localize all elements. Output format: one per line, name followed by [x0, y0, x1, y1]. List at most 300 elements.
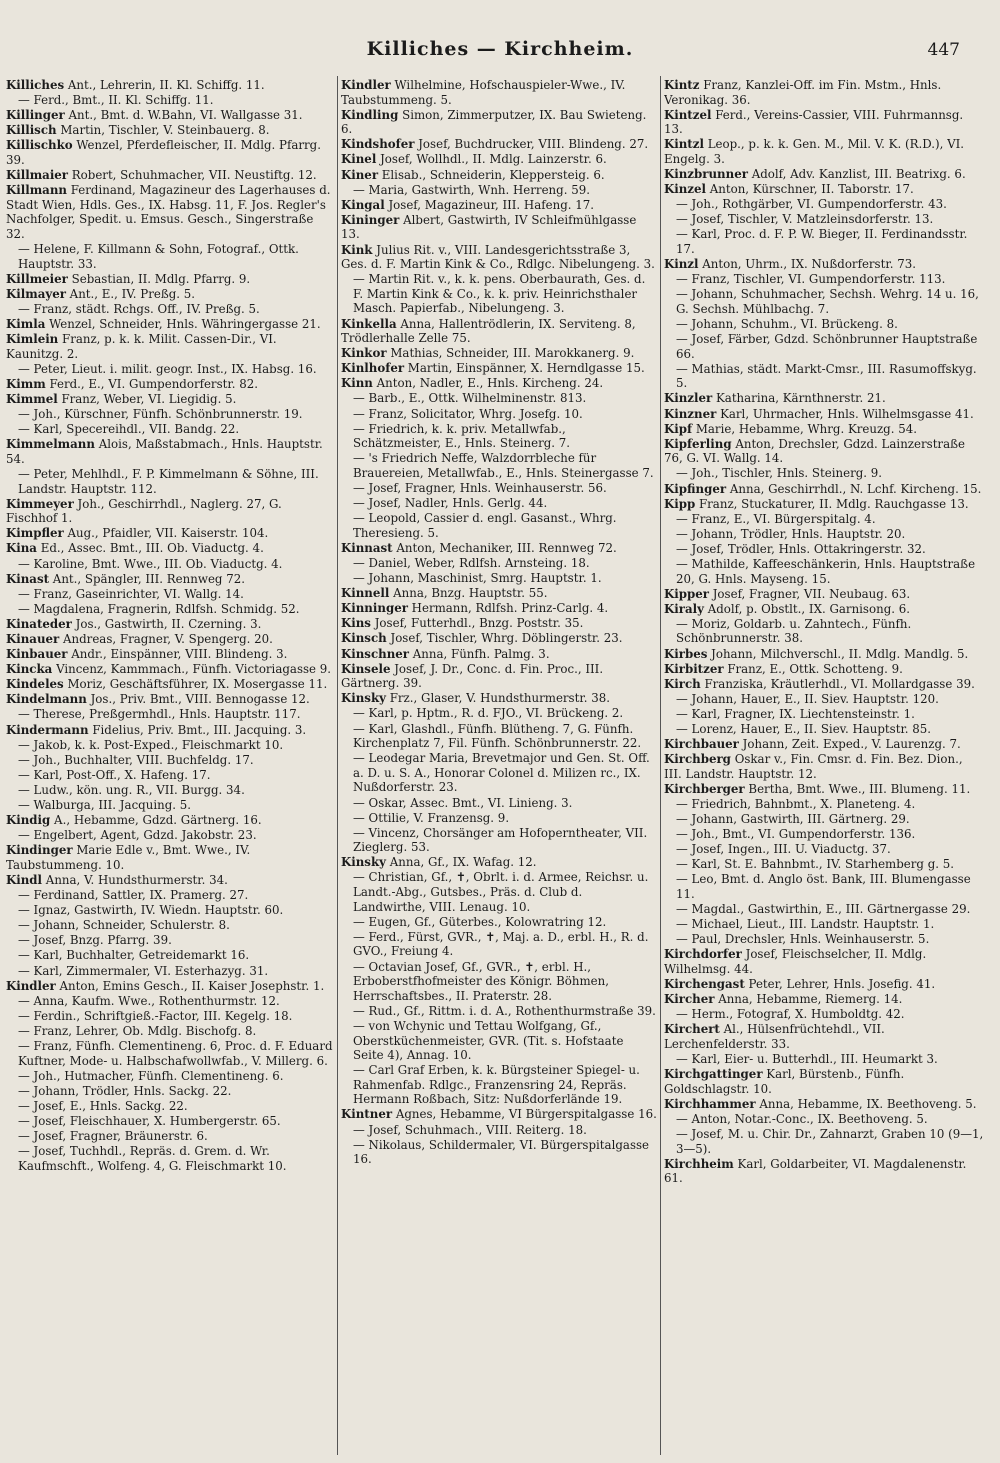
- entry-surname: Kindler: [6, 978, 56, 993]
- entry-surname: Kinzler: [664, 391, 713, 406]
- entry-details: — Walburga, III. Jacquing. 5.: [18, 798, 192, 812]
- directory-sub-entry: [664, 917, 984, 932]
- entry-details: Agnes, Hebamme, VI Bürgerspitalgasse 16.: [395, 1107, 657, 1122]
- entry-surname: Kinast: [6, 571, 50, 586]
- entry-details: Wilhelmine, Hofschauspieler-Wwe., IV. Taubstummeng. 5.: [341, 78, 626, 107]
- directory-entry: [6, 317, 334, 332]
- entry-details: — Peter, Lieut. i. milit. geogr. Inst., IX. Habsg. 16.: [18, 361, 317, 376]
- directory-sub-entry: [664, 317, 984, 332]
- directory-sub-entry: [664, 872, 984, 901]
- directory-entry: [6, 979, 334, 994]
- entry-surname: Kinninger: [341, 601, 408, 616]
- directory-entry: [341, 108, 657, 137]
- entry-details: Martin, Einspänner, X. Herndlgasse 15.: [407, 361, 645, 376]
- directory-sub-entry: [664, 557, 984, 586]
- directory-entry: [341, 541, 657, 556]
- directory-entry: [6, 677, 334, 692]
- entry-surname: Kingal: [341, 197, 385, 212]
- entry-details: — Franz, Gaseinrichter, VI. Wallg. 14.: [18, 586, 244, 601]
- entry-surname: Kirchheim: [664, 1156, 734, 1171]
- entry-details: Franz, Weber, VI. Liegidig. 5.: [61, 391, 237, 406]
- directory-sub-entry: [664, 812, 984, 827]
- directory-sub-entry: [664, 332, 984, 361]
- entry-details: Franziska, Kräutlerhdl., VI. Mollardgasse 39.: [704, 676, 975, 691]
- entry-details: Fidelius, Priv. Bmt., III. Jacquing. 3.: [92, 722, 307, 737]
- directory-entry: [341, 691, 657, 706]
- directory-entry: [664, 422, 984, 437]
- directory-sub-entry: [6, 1084, 334, 1099]
- directory-entry: [664, 737, 984, 752]
- entry-details: — 's Friedrich Neffe, Walzdorrbleche für Brauereien, Metallwfab., E., Hnls. Steinergasse 7.: [353, 451, 654, 480]
- entry-surname: Kimmel: [6, 391, 58, 406]
- entry-surname: Kimmelmann: [6, 437, 95, 452]
- entry-details: Moriz, Geschäftsführer, IX. Mosergasse 11.: [67, 677, 328, 692]
- directory-sub-entry: [341, 407, 657, 422]
- directory-entry: [341, 601, 657, 616]
- entry-surname: Kirchengast: [664, 977, 745, 992]
- entry-details: Ferdinand, Magazineur des Lagerhauses d. Stadt Wien, Hdls. Ges., IX. Habsg. 11, F. Jos. Regler's Nachfolger, Spedit. u. Emsus. Gesch., Singerstraße 32.: [6, 183, 331, 241]
- directory-sub-entry: [664, 362, 984, 391]
- entry-surname: Kintz: [664, 78, 700, 92]
- entry-details: Anton, Drechsler, Gdzd. Lainzerstraße 76, G. VI. Wallg. 14.: [664, 436, 965, 466]
- entry-details: Peter, Lehrer, Hnls. Josefig. 41.: [748, 977, 936, 992]
- entry-details: — Josef, Tuchhdl., Repräs. d. Grem. d. Wr. Kaufmschft., Wolfeng. 4, G. Fleischmarkt 10.: [18, 1144, 287, 1173]
- entry-details: Josef, Tischler, Whrg. Döblingerstr. 23.: [390, 631, 623, 646]
- entry-details: — Ludw., kön. ung. R., VII. Burgg. 34.: [18, 782, 245, 797]
- directory-sub-entry: [6, 768, 334, 783]
- entry-surname: Killischko: [6, 138, 73, 153]
- entry-details: Marie Edle v., Bmt. Wwe., IV. Taubstummeng. 10.: [6, 843, 251, 872]
- entry-details: — Magdalena, Fragnerin, Rdlfsh. Schmidg. 52.: [18, 601, 300, 616]
- directory-sub-entry: [6, 783, 334, 798]
- entry-details: Adolf, Adv. Kanzlist, III. Beatrixg. 6.: [751, 167, 966, 182]
- entry-details: — Mathilde, Kaffeeschänkerin, Hnls. Hauptstraße 20, G. Hnls. Mayseng. 15.: [676, 557, 976, 586]
- entry-details: — Franz, Lehrer, Ob. Mdlg. Bischofg. 8.: [18, 1023, 257, 1038]
- directory-entry: [341, 152, 657, 167]
- directory-entry: [664, 1022, 984, 1051]
- directory-entry: [6, 526, 334, 541]
- entry-details: — Karl, Post-Off., X. Hafeng. 17.: [18, 767, 211, 782]
- entry-surname: Kirchgattinger: [664, 1067, 763, 1082]
- entry-surname: Kinzner: [664, 406, 717, 421]
- entry-details: Joh., Geschirrhdl., Naglerg. 27, G. Fischhof 1.: [6, 496, 282, 526]
- entry-surname: Kipfinger: [664, 481, 727, 496]
- directory-entry: [664, 662, 984, 677]
- directory-entry: [6, 168, 334, 183]
- directory-sub-entry: [341, 571, 657, 586]
- directory-entry: [6, 183, 334, 241]
- directory-sub-entry: [341, 751, 657, 795]
- directory-entry: [6, 272, 334, 287]
- directory-sub-entry: [664, 1007, 984, 1022]
- entry-surname: Kinsky: [341, 855, 386, 870]
- entry-details: Adolf, p. Obstlt., IX. Garnisong. 6.: [707, 601, 910, 616]
- directory-entry: [6, 78, 334, 93]
- directory-sub-entry: [341, 796, 657, 811]
- entry-details: — Johann, Hauer, E., II. Siev. Hauptstr. 120.: [676, 691, 939, 706]
- entry-details: — Josef, Trödler, Hnls. Ottakringerstr. 32.: [676, 541, 926, 556]
- entry-surname: Kircher: [664, 992, 715, 1007]
- directory-entry: [664, 137, 984, 166]
- entry-surname: Kimpfler: [6, 526, 64, 541]
- entry-details: — Rud., Gf., Rittm. i. d. A., Rothenthurmstraße 39.: [353, 1003, 656, 1018]
- directory-sub-entry: [341, 183, 657, 198]
- column-1: [6, 78, 334, 1455]
- entry-details: Alois, Maßstabmach., Hnls. Hauptstr. 54.: [6, 437, 323, 466]
- directory-sub-entry: [6, 407, 334, 422]
- entry-surname: Kintner: [341, 1107, 393, 1122]
- entry-details: — Anna, Kaufm. Wwe., Rothenthurmstr. 12.: [18, 993, 280, 1008]
- directory-entry: [664, 257, 984, 272]
- entry-surname: Kinnast: [341, 540, 393, 555]
- entry-details: — Herm., Fotograf, X. Humboldtg. 42.: [676, 1007, 905, 1022]
- entry-details: — Franz, städt. Rchgs. Off., IV. Preßg. 5.: [18, 301, 260, 316]
- entry-details: — von Wchynic und Tettau Wolfgang, Gf., Oberstküchenmeister, GVR. (Tit. s. Hofstaate Seite 4), Annag. 10.: [353, 1018, 624, 1063]
- entry-details: Anton, Emins Gesch., II. Kaiser Josephstr. 1.: [59, 978, 325, 993]
- entry-surname: Kipp: [664, 496, 696, 511]
- entry-details: — Leo, Bmt. d. Anglo öst. Bank, III. Blumengasse 11.: [676, 872, 971, 902]
- entry-details: — Paul, Drechsler, Hnls. Weinhauserstr. 5.: [676, 932, 930, 947]
- entry-details: — Eugen, Gf., Güterbes., Kolowratring 12.: [353, 914, 607, 929]
- directory-sub-entry: [664, 527, 984, 542]
- entry-details: — Moriz, Goldarb. u. Zahntech., Fünfh. Schönbrunnerstr. 38.: [676, 616, 912, 646]
- directory-sub-entry: [664, 722, 984, 737]
- directory-entry: [6, 287, 334, 302]
- directory-entry: [664, 437, 984, 466]
- entry-details: Anna, V. Hundsthurmerstr. 34.: [45, 872, 228, 887]
- entry-details: Vincenz, Kammmach., Fünfh. Victoriagasse 9.: [56, 662, 332, 677]
- directory-entry: [664, 182, 984, 197]
- entry-surname: Kilmayer: [6, 286, 66, 301]
- entry-surname: Kimlein: [6, 332, 59, 347]
- directory-sub-entry: [341, 930, 657, 959]
- entry-surname: Kimmeyer: [6, 496, 74, 511]
- entry-details: — Christian, Gf., ✝, Obrlt. i. d. Armee, Reichsr. u. Landt.-Abg., Gutsbes., Präs. d. Club d. Landwirthe, VIII. Lenaug. 10.: [353, 870, 649, 914]
- entry-surname: Killmaier: [6, 168, 69, 183]
- entry-details: Anna, Geschirrhdl., N. Lchf. Kircheng. 15.: [729, 481, 982, 496]
- directory-sub-entry: [6, 1099, 334, 1114]
- entry-surname: Kirchberg: [664, 752, 731, 767]
- directory-entry: [664, 992, 984, 1007]
- directory-entry: [664, 108, 984, 137]
- entry-details: Josef, Fleischselcher, II. Mdlg. Wilhelmsg. 44.: [664, 947, 927, 977]
- entry-surname: Kinkella: [341, 316, 397, 331]
- entry-surname: Kindinger: [6, 843, 73, 858]
- directory-sub-entry: [664, 902, 984, 917]
- directory-sub-entry: [664, 1052, 984, 1067]
- directory-entry: [6, 647, 334, 662]
- entry-details: Mathias, Schneider, III. Marokkanerg. 9.: [390, 346, 635, 361]
- directory-sub-entry: [341, 481, 657, 496]
- entry-details: — Joh., Tischler, Hnls. Steinerg. 9.: [676, 466, 883, 481]
- directory-sub-entry: [6, 362, 334, 377]
- entry-details: Anna, Fünfh. Palmg. 3.: [412, 646, 550, 661]
- entry-details: Andreas, Fragner, V. Spengerg. 20.: [63, 631, 273, 646]
- directory-sub-entry: [6, 587, 334, 602]
- entry-details: Sebastian, II. Mdlg. Pfarrg. 9.: [71, 271, 251, 286]
- directory-sub-entry: [6, 467, 334, 496]
- directory-entry: [664, 1097, 984, 1112]
- entry-details: Aug., Pfaidler, VII. Kaiserstr. 104.: [67, 526, 269, 541]
- entry-surname: Kinateder: [6, 616, 72, 631]
- entry-details: — Karl, p. Hptm., R. d. FJO., VI. Brückeng. 2.: [353, 706, 624, 721]
- entry-details: Jos., Gastwirth, II. Czerning. 3.: [75, 616, 262, 631]
- entry-details: — Ferdin., Schriftgieß.-Factor, III. Kegelg. 18.: [18, 1008, 293, 1023]
- directory-sub-entry: [6, 994, 334, 1009]
- directory-sub-entry: [664, 512, 984, 527]
- entry-details: — Josef, Fleischhauer, X. Humbergerstr. 65.: [18, 1113, 281, 1128]
- directory-sub-entry: [341, 706, 657, 721]
- entry-details: Franz, Kanzlei-Off. im Fin. Mstm., Hnls. Veronikag. 36.: [664, 78, 942, 107]
- directory-sub-entry: [341, 451, 657, 480]
- entry-surname: Kiraly: [664, 601, 704, 616]
- directory-sub-entry: [664, 1127, 984, 1156]
- page-header: [0, 38, 1000, 72]
- entry-surname: Killinger: [6, 108, 65, 123]
- entry-details: — Karl, Buchhalter, Getreidemarkt 16.: [18, 948, 250, 963]
- entry-details: — Johann, Gastwirth, III. Gärtnerg. 29.: [676, 812, 910, 827]
- entry-details: Jos., Priv. Bmt., VIII. Bennogasse 12.: [90, 692, 310, 707]
- entry-details: — Michael, Lieut., III. Landstr. Hauptstr. 1.: [676, 917, 935, 932]
- entry-details: Ferd., Vereins-Cassier, VIII. Fuhrmannsg. 13.: [664, 107, 964, 137]
- entry-details: Anton, Uhrm., IX. Nußdorferstr. 73.: [702, 257, 916, 272]
- entry-surname: Kinzel: [664, 182, 706, 197]
- directory-entry: [341, 213, 657, 242]
- entry-details: Johann, Zeit. Exped., V. Laurenzg. 7.: [742, 737, 961, 752]
- directory-sub-entry: [341, 1063, 657, 1107]
- directory-entry: [341, 78, 657, 107]
- entry-details: — Johann, Schuhmacher, Sechsh. Wehrg. 14 u. 16, G. Sechsh. Mühlbachg. 7.: [676, 287, 979, 316]
- entry-surname: Kindeles: [6, 677, 64, 692]
- entry-details: — Josef, Ingen., III. U. Viaductg. 37.: [676, 842, 891, 857]
- entry-details: Oskar v., Fin. Cmsr. d. Fin. Bez. Dion., III. Landstr. Hauptstr. 12.: [664, 752, 963, 781]
- entry-surname: Kirchhammer: [664, 1096, 756, 1111]
- entry-surname: Kinzl: [664, 257, 699, 272]
- entry-surname: Kindling: [341, 107, 399, 122]
- entry-details: — Nikolaus, Schildermaler, VI. Bürgerspitalgasse 16.: [353, 1137, 650, 1167]
- directory-entry: [6, 692, 334, 707]
- directory-entry: [6, 123, 334, 138]
- entry-surname: Kinnell: [341, 586, 390, 601]
- directory-entry: [664, 167, 984, 182]
- entry-surname: Kins: [341, 616, 371, 631]
- directory-entry: [6, 632, 334, 647]
- directory-sub-entry: [341, 391, 657, 406]
- entry-details: Bertha, Bmt. Wwe., III. Blumeng. 11.: [748, 781, 971, 796]
- directory-sub-entry: [341, 1004, 657, 1019]
- directory-sub-entry: [6, 602, 334, 617]
- directory-sub-entry: [341, 811, 657, 826]
- directory-entry: [341, 1107, 657, 1122]
- directory-entry: [664, 482, 984, 497]
- directory-sub-entry: [664, 542, 984, 557]
- directory-sub-entry: [341, 870, 657, 914]
- directory-sub-entry: [6, 1114, 334, 1129]
- directory-entry: [6, 138, 334, 167]
- entry-details: — Josef, Fragner, Hnls. Weinhauserstr. 56.: [353, 481, 607, 496]
- directory-sub-entry: [664, 212, 984, 227]
- entry-details: — Friedrich, k. k. priv. Metallwfab., Schätzmeister, E., Hnls. Steinerg. 7.: [353, 421, 571, 451]
- entry-surname: Kinzbrunner: [664, 167, 748, 182]
- entry-details: — Josef, Nadler, Hnls. Gerlg. 44.: [353, 496, 548, 511]
- entry-surname: Kinsky: [341, 691, 386, 706]
- entry-surname: Kintzl: [664, 137, 704, 152]
- directory-entry: [341, 346, 657, 361]
- entry-details: A., Hebamme, Gdzd. Gärtnerg. 16.: [54, 813, 262, 828]
- directory-entry: [664, 497, 984, 512]
- directory-sub-entry: [664, 797, 984, 812]
- directory-sub-entry: [664, 227, 984, 256]
- entry-surname: Kimla: [6, 317, 46, 331]
- entry-surname: Killmeier: [6, 271, 68, 286]
- entry-details: Franz, Stuckaturer, II. Mdlg. Rauchgasse 13.: [698, 496, 969, 511]
- directory-sub-entry: [6, 557, 334, 572]
- entry-details: — Karl, St. E. Bahnbmt., IV. Starhemberg g. 5.: [676, 857, 955, 872]
- directory-sub-entry: [664, 272, 984, 287]
- entry-details: — Josef, Färber, Gdzd. Schönbrunner Hauptstraße 66.: [676, 332, 978, 361]
- directory-sub-entry: [664, 707, 984, 722]
- directory-entry: [341, 376, 657, 391]
- entry-details: Karl, Bürstenb., Fünfh. Goldschlagstr. 10.: [664, 1067, 905, 1096]
- entry-details: Franz, E., Ottk. Schotteng. 9.: [727, 661, 903, 676]
- directory-sub-entry: [341, 1138, 657, 1167]
- entry-surname: Kinsele: [341, 661, 391, 676]
- entry-surname: Kinkor: [341, 346, 387, 361]
- entry-surname: Kindler: [341, 78, 391, 92]
- entry-details: — Ferdinand, Sattler, IX. Pramerg. 27.: [18, 888, 249, 903]
- directory-sub-entry: [6, 753, 334, 768]
- entry-details: Ant., Lehrerin, II. Kl. Schiffg. 11.: [67, 78, 265, 92]
- entry-details: — Joh., Bmt., VI. Gumpendorferstr. 136.: [676, 827, 916, 842]
- directory-sub-entry: [6, 1009, 334, 1024]
- entry-details: Wenzel, Pferdefleischer, II. Mdlg. Pfarrg. 39.: [6, 138, 321, 167]
- entry-details: Ant., Spängler, III. Rennweg 72.: [52, 571, 245, 586]
- entry-details: Katharina, Kärnthnerstr. 21.: [715, 391, 886, 406]
- directory-sub-entry: [664, 617, 984, 646]
- entry-details: — Therese, Preßgermhdl., Hnls. Hauptstr. 117.: [18, 707, 301, 722]
- entry-surname: Kintzel: [664, 107, 712, 122]
- entry-surname: Kirbes: [664, 646, 708, 661]
- entry-surname: Kinn: [341, 376, 373, 391]
- entry-details: Marie, Hebamme, Whrg. Kreuzg. 54.: [695, 421, 917, 436]
- entry-details: — Josef, Fragner, Bräunerstr. 6.: [18, 1129, 208, 1144]
- entry-surname: Killmann: [6, 183, 67, 198]
- directory-entry: [6, 392, 334, 407]
- entry-details: — Franz, Fünfh. Clementineng. 6, Proc. d. F. Eduard Kuftner, Mode- u. Halbschafwollwfab., V. Millerg. 6.: [18, 1039, 333, 1068]
- entry-surname: Kirchberger: [664, 781, 745, 796]
- entry-surname: Kirchdorfer: [664, 947, 742, 962]
- entry-details: — Vincenz, Chorsänger am Hofoperntheater, VII. Zieglerg. 53.: [353, 825, 648, 855]
- directory-sub-entry: [6, 422, 334, 437]
- entry-details: — Ottilie, V. Franzensg. 9.: [353, 810, 510, 825]
- directory-entry: [6, 617, 334, 632]
- entry-details: — Karl, Specereihdl., VII. Bandg. 22.: [18, 422, 240, 437]
- entry-details: Anna, Hebamme, Riemerg. 14.: [718, 992, 903, 1007]
- directory-entry: [6, 332, 334, 361]
- directory-sub-entry: [664, 842, 984, 857]
- directory-sub-entry: [664, 466, 984, 481]
- entry-details: — Josef, Tischler, V. Matzleinsdorferstr. 13.: [676, 212, 934, 227]
- directory-sub-entry: [6, 918, 334, 933]
- entry-surname: Kipferling: [664, 436, 732, 451]
- directory-sub-entry: [341, 422, 657, 451]
- directory-entry: [664, 677, 984, 692]
- directory-entry: [6, 108, 334, 123]
- entry-details: Ferd., E., VI. Gumpendorferstr. 82.: [49, 376, 258, 391]
- directory-entry: [664, 391, 984, 406]
- entry-details: — Daniel, Weber, Rdlfsh. Arnsteing. 18.: [353, 556, 590, 570]
- directory-sub-entry: [664, 857, 984, 872]
- entry-details: Josef, Futterhdl., Bnzg. Poststr. 35.: [374, 616, 584, 631]
- entry-surname: Kiner: [341, 167, 379, 182]
- column-divider: [337, 76, 338, 1455]
- directory-entry: [664, 977, 984, 992]
- entry-details: — Josef, Schuhmach., VIII. Reiterg. 18.: [353, 1122, 587, 1137]
- directory-sub-entry: [341, 1019, 657, 1063]
- entry-details: — Octavian Josef, Gf., GVR., ✝, erbl. H., Erboberstfhofmeister des Königr. Böhmen, Herrschaftsbes., II. Praterstr. 28.: [353, 959, 609, 1003]
- directory-entry: [341, 317, 657, 346]
- entry-details: — Ignaz, Gastwirth, IV. Wiedn. Hauptstr. 60.: [18, 903, 284, 918]
- directory-entry: [341, 855, 657, 870]
- directory-sub-entry: [341, 1123, 657, 1138]
- entry-details: Ant., Bmt. d. W.Bahn, VI. Wallgasse 31.: [68, 108, 303, 123]
- directory-entry: [664, 782, 984, 797]
- entry-details: — Martin Rit. v., k. k. pens. Oberbaurath, Ges. d. F. Martin Kink & Co., k. k. priv. Heinrichsthaler Masch. Papierfab., Nibelungeng. 3.: [353, 272, 646, 316]
- directory-sub-entry: [6, 1039, 334, 1068]
- directory-entry: [341, 137, 657, 152]
- entry-details: Anna, Bnzg. Hauptstr. 55.: [393, 586, 548, 601]
- entry-details: — Joh., Hutmacher, Fünfh. Clementineng. 6.: [18, 1068, 284, 1083]
- entry-details: — Johann, Trödler, Hnls. Hauptstr. 20.: [676, 526, 906, 541]
- column-2: [341, 78, 657, 1455]
- entry-surname: Kimm: [6, 376, 46, 391]
- directory-entry: [6, 813, 334, 828]
- entry-details: Frz., Glaser, V. Hundsthurmerstr. 38.: [389, 691, 610, 706]
- entry-details: Hermann, Rdlfsh. Prinz-Carlg. 4.: [411, 601, 609, 616]
- entry-surname: Kinbauer: [6, 647, 68, 662]
- entry-details: — Karl, Fragner, IX. Liechtensteinstr. 1.: [676, 706, 915, 721]
- directory-entry: [664, 407, 984, 422]
- entry-details: — Jakob, k. k. Post-Exped., Fleischmarkt 10.: [18, 737, 284, 752]
- directory-sub-entry: [341, 496, 657, 511]
- directory-entry: [664, 752, 984, 781]
- entry-surname: Kipf: [664, 421, 693, 436]
- entry-details: Leop., p. k. k. Gen. M., Mil. V. K. (R.D.), VI. Engelg. 3.: [664, 137, 965, 166]
- directory-sub-entry: [341, 511, 657, 540]
- directory-entry: [664, 947, 984, 976]
- entry-details: Robert, Schuhmacher, VII. Neustiftg. 12.: [71, 168, 317, 183]
- column-divider: [660, 76, 661, 1455]
- directory-sub-entry: [341, 826, 657, 855]
- directory-sub-entry: [664, 287, 984, 316]
- directory-sub-entry: [6, 93, 334, 108]
- entry-details: Elisab., Schneiderin, Kleppersteig. 6.: [381, 167, 605, 182]
- entry-surname: Kinschner: [341, 646, 410, 661]
- directory-entry: [6, 377, 334, 392]
- entry-surname: Kindig: [6, 813, 51, 828]
- entry-details: Josef, Fragner, VII. Neubaug. 63.: [712, 586, 911, 601]
- directory-sub-entry: [6, 1144, 334, 1173]
- entry-details: Anton, Mechaniker, III. Rennweg 72.: [396, 540, 617, 555]
- entry-details: — Karl, Proc. d. F. P. W. Bieger, II. Ferdinandsstr. 17.: [676, 227, 968, 257]
- entry-details: — Franz, Solicitator, Whrg. Josefg. 10.: [353, 406, 583, 421]
- directory-sub-entry: [664, 827, 984, 842]
- directory-sub-entry: [6, 948, 334, 963]
- directory-sub-entry: [664, 197, 984, 212]
- directory-entry: [341, 198, 657, 213]
- entry-surname: Kinsch: [341, 631, 387, 646]
- entry-details: — Josef, M. u. Chir. Dr., Zahnarzt, Graben 10 (9—1, 3—5).: [676, 1127, 984, 1156]
